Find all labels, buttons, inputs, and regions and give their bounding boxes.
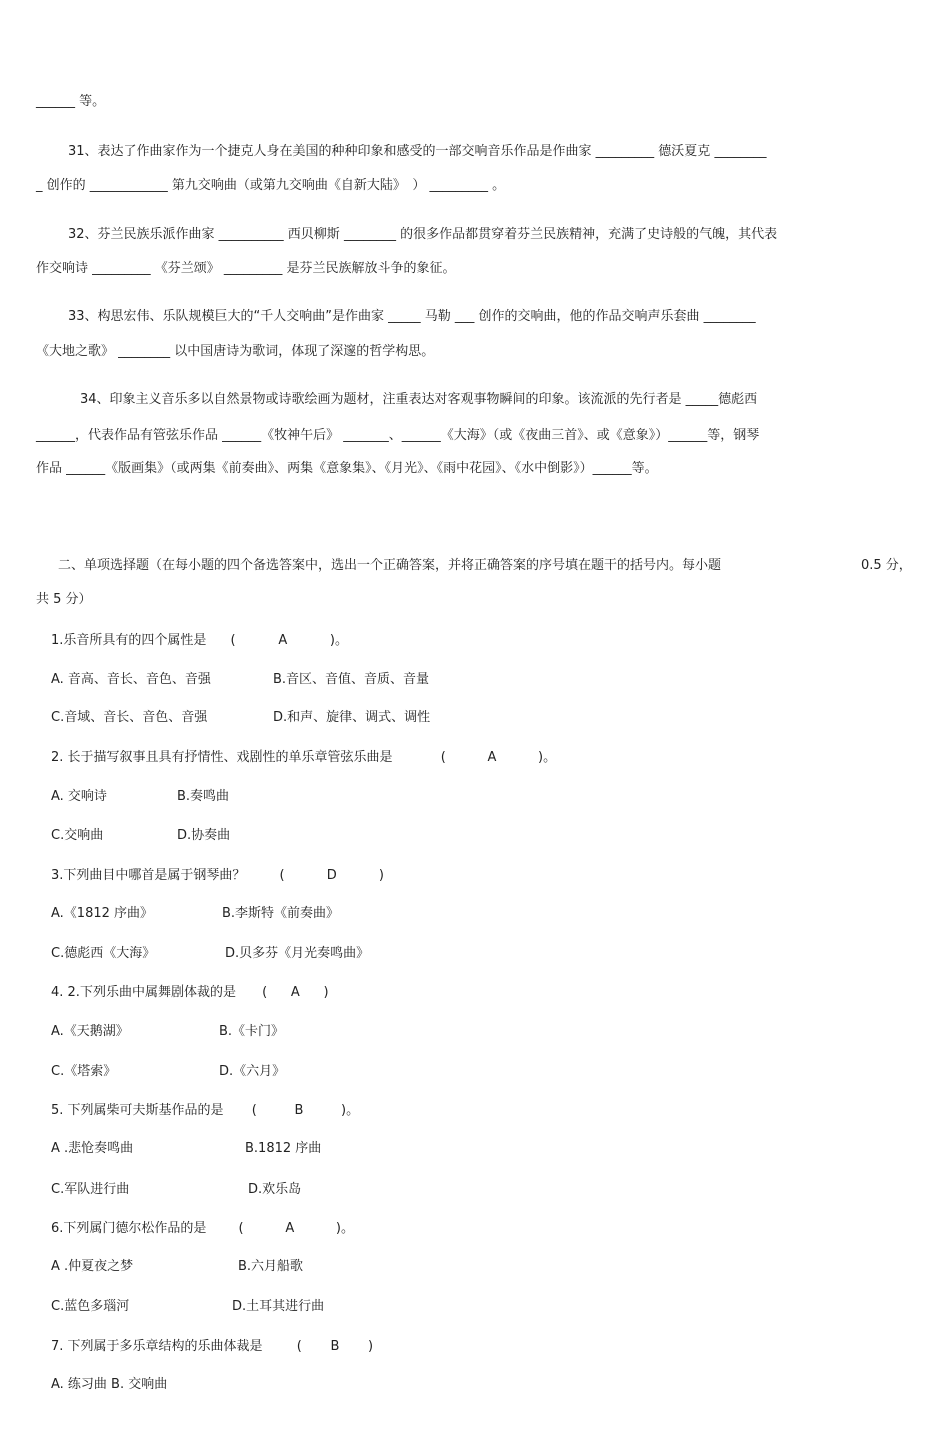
- paren-close: ): [378, 868, 384, 883]
- paren-close: )。: [538, 750, 557, 765]
- paren-close: ): [323, 985, 329, 1000]
- answer-value: D: [326, 868, 337, 883]
- option: C.音域、音长、音色、音强: [51, 710, 208, 725]
- option-row: [51, 1020, 284, 1039]
- mc-question-7: [51, 1335, 373, 1354]
- question-text: 2. 长于描写叙事且具有抒情性、戏剧性的单乐章管弦乐曲是: [51, 750, 393, 765]
- fill-q31-line-1: _ 创作的 ____________ 第九交响曲（或第九交响曲《自新大陆》 ） _________ 。: [36, 178, 506, 193]
- option: D.《六月》: [219, 1064, 286, 1079]
- paren-close: ): [368, 1339, 374, 1354]
- section2-heading: 二、单项选择题（在每小题的四个备选答案中，选出一个正确答案，并将正确答案的序号填在题干的括号内。每小题: [58, 558, 722, 573]
- paren-open: (: [296, 1339, 302, 1354]
- option: B.李斯特《前奏曲》: [222, 906, 340, 921]
- paren-open: (: [279, 868, 285, 883]
- fill-q33-line-1: 《大地之歌》 ________ 以中国唐诗为歌词，体现了深邃的哲学构思。: [36, 344, 435, 359]
- paren-open: (: [238, 1221, 244, 1236]
- option: C.交响曲: [51, 828, 104, 843]
- option: A. 音高、音长、音色、音强: [51, 672, 211, 687]
- option-row: [51, 942, 369, 961]
- fill-q32-line-1: 作交响诗 _________ 《芬兰颂》 _________ 是芬兰民族解放斗争的象征。: [36, 261, 456, 276]
- mc-question-1: [51, 629, 348, 648]
- mc-question-5: [51, 1099, 359, 1118]
- question-text: 7. 下列属于多乐章结构的乐曲体裁是: [51, 1339, 263, 1354]
- option: D.欢乐岛: [248, 1182, 302, 1197]
- option: A. 练习曲 B. 交响曲: [51, 1377, 168, 1392]
- answer-value: A: [285, 1221, 295, 1236]
- option-row: [51, 1373, 167, 1392]
- question-text: 5. 下列属柴可夫斯基作品的是: [51, 1103, 224, 1118]
- answer-value: A: [487, 750, 497, 765]
- fill-q31-line-0: 31、表达了作曲家作为一个捷克人身在美国的种种印象和感受的一部交响音乐作品是作曲家 _________ 德沃夏克 ________: [68, 144, 767, 159]
- section2-heading-cont: 共 5 分）: [36, 592, 92, 607]
- fill-q32-line-0: 32、芬兰民族乐派作曲家 __________ 西贝柳斯 ________ 的很多作品都贯穿着芬兰民族精神，充满了史诗般的气魄，其代表: [68, 227, 778, 242]
- option: B.六月船歌: [238, 1259, 304, 1274]
- option: C.德彪西《大海》: [51, 946, 156, 961]
- option: C.蓝色多瑙河: [51, 1299, 130, 1314]
- option: D.贝多芬《月光奏鸣曲》: [225, 946, 370, 961]
- fill-q34-line-2: 作品 ______《版画集》（或两集《前奏曲》、两集《意象集》、《月光》、《雨中花园》、《水中倒影》）______等。: [36, 461, 658, 476]
- question-text: 3.下列曲目中哪首是属于钢琴曲？: [51, 868, 246, 883]
- option: B.奏鸣曲: [177, 789, 230, 804]
- option: B.音区、音值、音质、音量: [273, 672, 430, 687]
- option: A .仲夏夜之梦: [51, 1259, 134, 1274]
- option: D.和声、旋律、调式、调性: [273, 710, 431, 725]
- question-text: 6.下列属门德尔松作品的是: [51, 1221, 207, 1236]
- answer-value: B: [330, 1339, 340, 1354]
- option-row: [51, 1060, 285, 1079]
- answer-value: A: [278, 633, 288, 648]
- mc-question-4: [51, 981, 329, 1000]
- option-row: [51, 785, 229, 804]
- option-row: [51, 1178, 301, 1197]
- option-row: [51, 824, 230, 843]
- option-row: [51, 706, 430, 725]
- fill-q34-line-1: ______，代表作品有管弦乐作品 ______《牧神午后》 _______、______《大海》（或《夜曲三首》、或《意象》）______等，钢琴: [36, 428, 760, 443]
- paren-close: )。: [335, 1221, 354, 1236]
- paren-close: )。: [329, 633, 348, 648]
- mc-question-2: [51, 746, 556, 765]
- option-row: [51, 1255, 303, 1274]
- mc-question-3: [51, 864, 384, 883]
- option: C.军队进行曲: [51, 1182, 130, 1197]
- answer-value: A: [290, 985, 300, 1000]
- option: A. 交响诗: [51, 789, 107, 804]
- paren-open: (: [262, 985, 268, 1000]
- fill-q34-line-0: 34、印象主义音乐多以自然景物或诗歌绘画为题材，注重表达对客观事物瞬间的印象。该流派的先行者是 _____德彪西: [80, 392, 758, 407]
- option-row: [51, 1137, 321, 1156]
- option: A.《天鹅湖》: [51, 1024, 129, 1039]
- option: C.《塔索》: [51, 1064, 117, 1079]
- paren-close: )。: [341, 1103, 360, 1118]
- answer-value: B: [294, 1103, 304, 1118]
- question-text: 1.乐音所具有的四个属性是: [51, 633, 207, 648]
- option-row: [51, 1295, 324, 1314]
- paren-open: (: [440, 750, 446, 765]
- question-text: 4. 2.下列乐曲中属舞剧体裁的是: [51, 985, 236, 1000]
- option: B.1812 序曲: [245, 1141, 322, 1156]
- section2-score: 0.5 分，: [861, 558, 912, 573]
- option: D.土耳其进行曲: [232, 1299, 325, 1314]
- mc-question-6: [51, 1217, 354, 1236]
- option-row: [51, 902, 339, 921]
- option: B.《卡门》: [219, 1024, 285, 1039]
- option: D.协奏曲: [177, 828, 231, 843]
- option: A .悲怆奏鸣曲: [51, 1141, 134, 1156]
- paren-open: (: [230, 633, 236, 648]
- fill-p0-line-0: ______ 等。: [36, 94, 106, 109]
- fill-q33-line-0: 33、构思宏伟、乐队规模巨大的“千人交响曲”是作曲家 _____ 马勒 ___ 创作的交响曲，他的作品交响声乐套曲 ________: [68, 309, 756, 324]
- option: A.《1812 序曲》: [51, 906, 154, 921]
- paren-open: (: [251, 1103, 257, 1118]
- option-row: [51, 668, 429, 687]
